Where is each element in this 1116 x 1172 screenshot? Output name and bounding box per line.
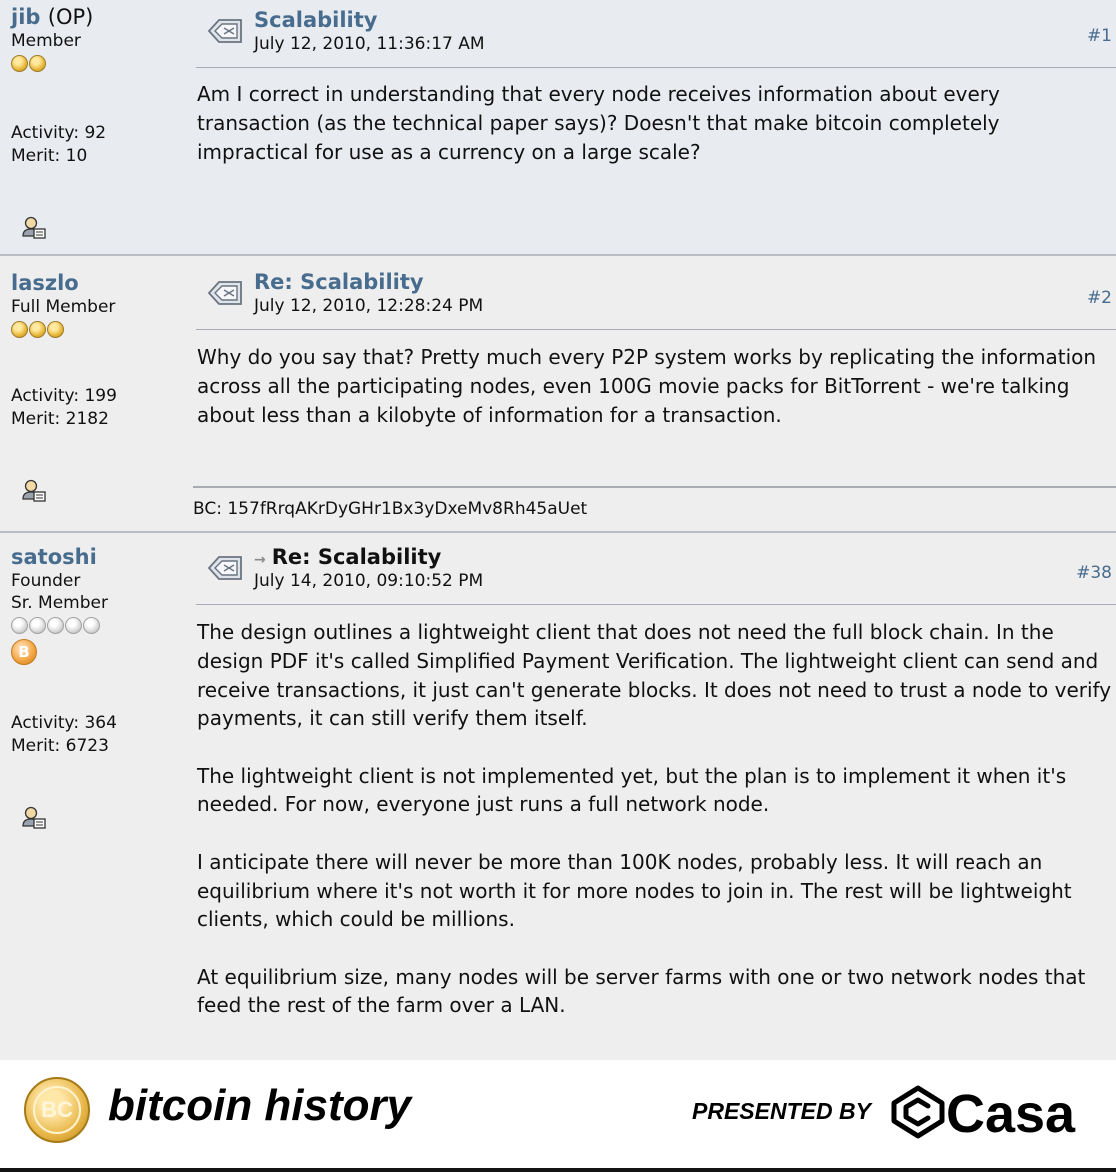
header-separator <box>196 329 1116 330</box>
reply-arrow-icon: → <box>254 552 266 568</box>
grey-star-icon <box>29 617 46 634</box>
bitcoin-history-logo <box>24 1077 90 1143</box>
post-paragraph: Am I correct in understanding that every node receives information about every transaction (as the technical paper says)? Doesn't that make bitcoin completely impractical for use as a currency on a large scale? <box>197 82 1000 164</box>
poster-stats <box>11 122 106 168</box>
post-2 <box>0 256 1116 533</box>
bitcoin-badge-icon: B <box>11 639 37 665</box>
grey-star-icon <box>11 617 28 634</box>
post-header <box>196 545 1112 595</box>
star-icon <box>29 55 46 72</box>
post-date: July 12, 2010, 12:28:24 PM <box>254 296 484 316</box>
activity-count: Activity: 364 <box>11 713 117 733</box>
post-title <box>254 545 441 572</box>
casa-logo-icon <box>890 1084 946 1140</box>
grey-star-icon <box>65 617 82 634</box>
poster-info <box>11 270 186 338</box>
merit-count: Merit: 6723 <box>11 736 109 756</box>
post-paragraph: The design outlines a lightweight client that does not need the full block chain. In the design PDF it's called Simplified Payment Verification. The lightweight client can send and receive transactions, it just can't generate blocks. It does not need to trust a node to verify payments, it can still verify them itself. <box>197 620 1112 731</box>
post-paragraph: I anticipate there will never be more than 100K nodes, probably less. It will reach an equilibrium where it's not worth it for more nodes to join in. The rest will be lightweight clients, which could be millions. <box>197 849 1072 932</box>
post-3 <box>0 533 1116 1060</box>
post-date: July 14, 2010, 09:10:52 PM <box>254 571 484 591</box>
poster-rank-secondary: Sr. Member <box>11 593 108 613</box>
post-number-link[interactable]: #2 <box>1086 288 1112 308</box>
post-title-link[interactable]: Scalability <box>254 8 378 32</box>
post-body <box>197 618 1112 1049</box>
op-label: (OP) <box>47 5 94 29</box>
signature-separator <box>193 486 1116 488</box>
merit-count: Merit: 10 <box>11 146 88 166</box>
poster-stats <box>11 385 117 431</box>
header-separator <box>196 67 1116 68</box>
post-header <box>196 8 1112 58</box>
post-header <box>196 270 1112 320</box>
casa-wordmark: Casa <box>946 1084 1076 1144</box>
poster-rank: Full Member <box>11 297 116 317</box>
post-number-link[interactable]: #38 <box>1076 563 1112 583</box>
post-date: July 12, 2010, 11:36:17 AM <box>254 34 485 54</box>
post-body <box>197 343 1113 458</box>
profile-icon[interactable] <box>20 805 48 831</box>
star-icon <box>47 321 64 338</box>
profile-icon[interactable] <box>20 215 48 241</box>
grey-star-icon <box>83 617 100 634</box>
xx-topic-icon <box>206 276 244 310</box>
poster-name[interactable]: jib (OP) <box>11 5 94 29</box>
poster-name[interactable]: laszlo <box>11 271 79 295</box>
activity-count: Activity: 199 <box>11 386 117 406</box>
star-icon <box>11 321 28 338</box>
star-icon <box>11 55 28 72</box>
logo-initials: BC <box>33 1086 81 1134</box>
post-paragraph: Why do you say that? Pretty much every P2P system works by replicating the information across all the participating nodes, even 100G movie packs for BitTorrent - we're talking about less than a kilobyte of information for a transaction. <box>197 345 1097 427</box>
presented-by-label: PRESENTED BY <box>692 1098 871 1124</box>
poster-rank: Member <box>11 31 81 51</box>
post-paragraph: The lightweight client is not implemented yet, but the plan is to implement it when it's needed. For now, everyone just runs a full network node. <box>197 763 1067 817</box>
xx-topic-icon <box>206 14 244 48</box>
footer-bottom-bar <box>0 1168 1116 1172</box>
post-body <box>197 80 1112 195</box>
post-title-link[interactable]: Re: Scalability <box>254 270 424 294</box>
post-title-text: Re: Scalability <box>271 545 442 569</box>
post-1 <box>0 0 1116 256</box>
rank-stars <box>11 617 186 634</box>
branding-footer <box>0 1060 1116 1172</box>
star-icon <box>29 321 46 338</box>
profile-icon[interactable] <box>20 478 48 504</box>
header-separator <box>196 604 1116 605</box>
signature: BC: 157fRrqAKrDyGHr1Bx3yDxeMv8Rh45aUet <box>193 499 588 519</box>
activity-count: Activity: 92 <box>11 123 107 143</box>
xx-topic-icon <box>206 551 244 585</box>
rank-stars <box>11 321 186 338</box>
post-number-link[interactable]: #1 <box>1086 26 1112 46</box>
poster-name[interactable]: satoshi <box>11 545 97 569</box>
poster-info <box>11 544 186 665</box>
post-paragraph: At equilibrium size, many nodes will be server farms with one or two network nodes that feed the rest of the farm over a LAN. <box>197 964 1086 1018</box>
rank-stars <box>11 55 186 72</box>
poster-stats <box>11 712 117 758</box>
brand-name: bitcoin history <box>108 1081 412 1130</box>
poster-rank: Founder <box>11 571 81 591</box>
grey-star-icon <box>47 617 64 634</box>
poster-info <box>11 4 186 72</box>
merit-count: Merit: 2182 <box>11 409 109 429</box>
